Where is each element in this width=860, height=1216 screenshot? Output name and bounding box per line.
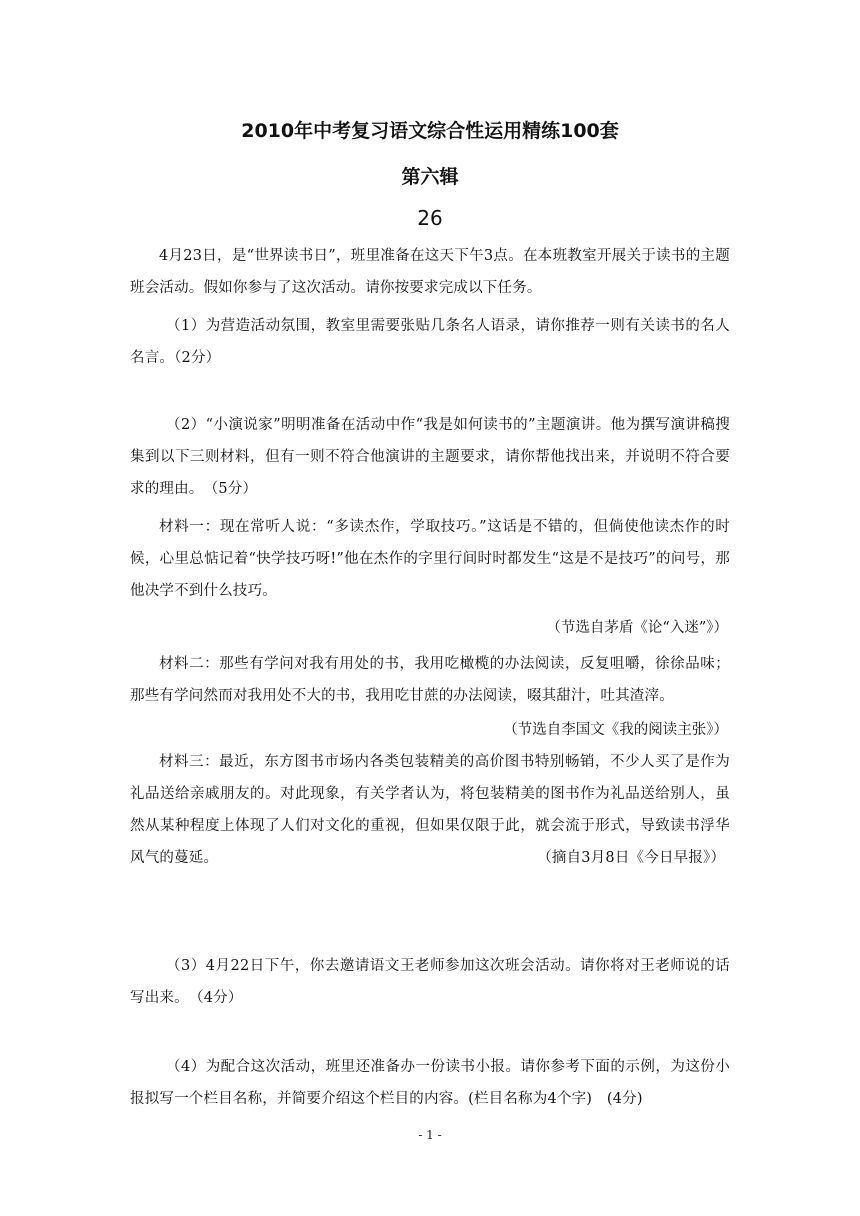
- page-number: - 1 -: [418, 1128, 442, 1142]
- material-3-text: [130, 746, 730, 874]
- material-1-text: 材料一：现在常听人说：“多读杰作，学取技巧。”这话是不错的，但倘使他读杰作的时候，心里总惦记着“快学技巧呀!”他在杰作的字里行间时时都发生“这是不是技巧”的问号，那他决学不到什么技巧。: [130, 519, 730, 599]
- intro-paragraph: 4月23日，是“世界读书日”，班里准备在这天下午3点。在本班教室开展关于读书的主题班会活动。假如你参与了这次活动。请你按要求完成以下任务。: [130, 248, 730, 296]
- material-1-source: （节选自茅盾《论“入迷”》）: [546, 620, 728, 636]
- document-subtitle: 第六辑: [401, 166, 459, 188]
- material-3-source: （摘自3月8日《今日早报》）: [537, 850, 726, 866]
- question-4: （4）为配合这次活动，班里还准备办一份读书小报。请你参考下面的示例，为这份小报拟写一个栏目名称，并简要介绍这个栏目的内容。(栏目名称为4个字) (4分): [130, 1059, 730, 1107]
- question-1: （1）为营造活动氛围，教室里需要张贴几条名人语录，请你推荐一则有关读书的名人名言。（2分）: [130, 318, 730, 366]
- question-3: （3）4月22日下午，你去邀请语文王老师参加这次班会活动。请你将对王老师说的话写出来。 （4分）: [130, 958, 730, 1006]
- section-number: 26: [417, 206, 443, 230]
- material-2-source: （节选自李国文《我的阅读主张》）: [503, 722, 728, 738]
- question-2: （2）“小演说家”明明准备在活动中作“我是如何读书的”主题演讲。他为撰写演讲稿搜集到以下三则材料，但有一则不符合他演讲的主题要求，请你帮他找出来，并说明不符合要求的理由。 （5分）: [130, 417, 730, 497]
- material-2-text: 材料二：那些有学问对我有用处的书，我用吃橄榄的办法阅读，反复咀嚼，徐徐品味；那些有学问然而对我用处不大的书，我用吃甘蔗的办法阅读，啜其甜汁，吐其渣滓。: [130, 656, 730, 704]
- material-3-body: 材料三：最近，东方图书市场内各类包装精美的高价图书特别畅销，不少人买了是作为礼品送给亲戚朋友的。对此现象，有关学者认为，将包装精美的图书作为礼品送给别人，虽然从某种程度上体现了人们对文化的重视，但如果仅限于此，就会流于形式，导致读书浮华风气的蔓延。: [130, 754, 730, 866]
- document-title: 2010年中考复习语文综合性运用精练100套: [241, 120, 619, 142]
